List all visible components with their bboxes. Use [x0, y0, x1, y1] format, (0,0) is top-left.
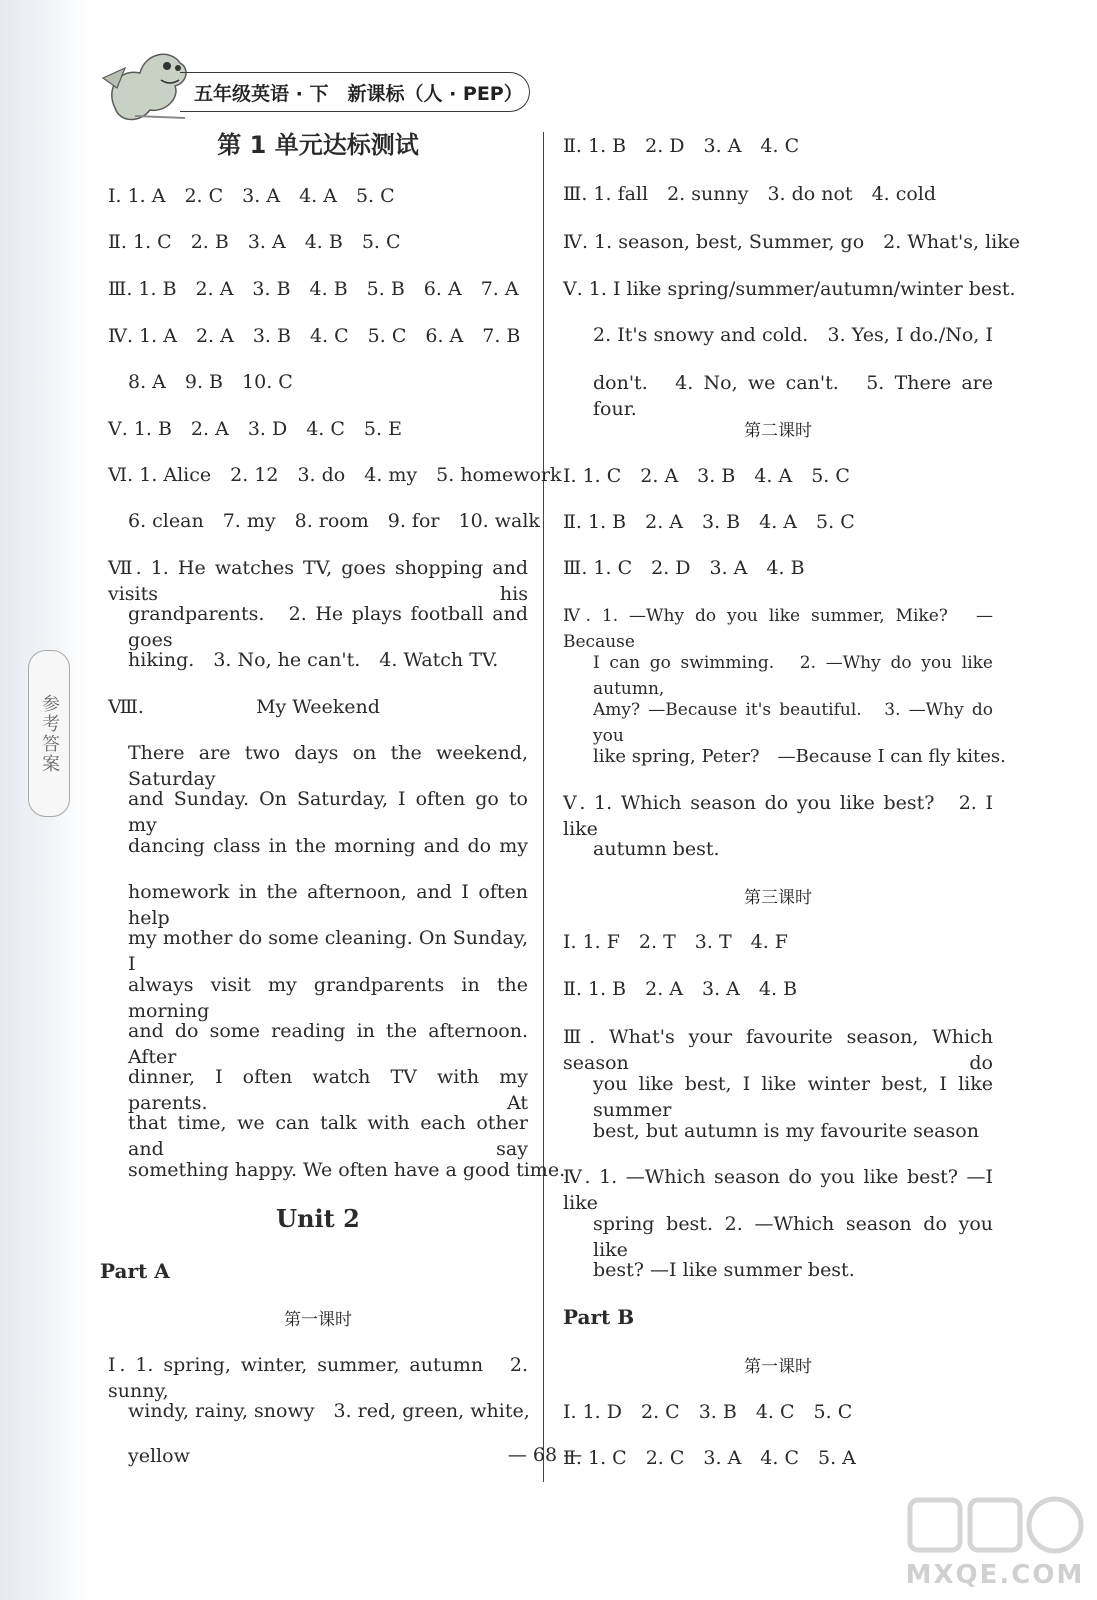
part-b-title: Part B — [563, 1305, 635, 1329]
header-title: 五年级英语 · 下 新课标（人 · PEP） — [194, 82, 523, 105]
answer-line: Ⅳ. 1. —Which season do you like best? —I like — [563, 1166, 993, 1214]
watermark — [900, 1490, 1090, 1590]
lesson-title: 第一课时 — [744, 1357, 812, 1377]
essay-line: my mother do some cleaning. On Sunday, I — [128, 927, 528, 975]
answer-line: spring best. 2. —Which season do you like — [593, 1213, 993, 1261]
answer-line: Amy? —Because it's beautiful. 3. —Why do you — [593, 700, 993, 746]
answer-line: Ⅱ. 1. C 2. C 3. A 4. C 5. A — [563, 1447, 856, 1469]
lesson-title: 第一课时 — [284, 1310, 352, 1330]
answer-line: Ⅱ. 1. B 2. D 3. A 4. C — [563, 135, 800, 157]
essay-line: something happy. We often have a good time. — [128, 1159, 566, 1181]
answer-line: Ⅶ. 1. He watches TV, goes shopping and visits his — [108, 557, 528, 605]
side-tab — [28, 650, 70, 817]
answer-line: Ⅴ. 1. B 2. A 3. D 4. C 5. E — [108, 418, 402, 440]
answer-line: best, but autumn is my favourite season — [593, 1120, 979, 1142]
answer-line: 2. It's snowy and cold. 3. Yes, I do./No, I — [593, 324, 993, 346]
answer-line: Ⅰ. 1. A 2. C 3. A 4. A 5. C — [108, 185, 395, 207]
watermark-text: MXQE.COM — [905, 1560, 1085, 1590]
essay-line: homework in the afternoon, and I often help — [128, 881, 528, 929]
answer-line: yellow — [128, 1445, 190, 1467]
answer-line: don't. 4. No, we can't. 5. There are four. — [593, 372, 993, 420]
answer-line: you like best, I like winter best, I like summer — [593, 1073, 993, 1121]
answer-line: Ⅳ. 1. A 2. A 3. B 4. C 5. C 6. A 7. B — [108, 325, 521, 347]
answer-line: 6. clean 7. my 8. room 9. for 10. walk — [128, 510, 540, 532]
column-divider — [543, 132, 544, 1482]
essay-line: that time, we can talk with each other and say — [128, 1112, 528, 1160]
answer-line: Ⅱ. 1. C 2. B 3. A 4. B 5. C — [108, 231, 401, 253]
answer-line: autumn best. — [593, 838, 720, 860]
answer-line: Ⅴ. 1. Which season do you like best? 2. I like — [563, 792, 993, 840]
essay-line: and do some reading in the afternoon. After — [128, 1020, 528, 1068]
page-number: — 68 — — [507, 1444, 583, 1466]
lesson-title: 第三课时 — [744, 888, 812, 908]
lesson-title: 第二课时 — [744, 421, 812, 441]
essay-title: My Weekend — [256, 696, 380, 718]
answer-line: like spring, Peter? —Because I can fly kites. — [593, 746, 1006, 767]
answer-line: Ⅲ. 1. fall 2. sunny 3. do not 4. cold — [563, 183, 937, 205]
part-a-title: Part A — [100, 1259, 170, 1283]
essay-line: dinner, I often watch TV with my parents. At — [128, 1066, 528, 1114]
answer-line: windy, rainy, snowy 3. red, green, white, — [128, 1400, 530, 1422]
answer-line: Ⅰ. 1. spring, winter, summer, autumn 2. sunny, — [108, 1354, 528, 1402]
side-tab-label: 参考答案 — [39, 693, 60, 774]
answer-line: hiking. 3. No, he can't. 4. Watch TV. — [128, 649, 499, 671]
answer-line: best? —I like summer best. — [593, 1259, 855, 1281]
answer-line: Ⅰ. 1. C 2. A 3. B 4. A 5. C — [563, 465, 850, 487]
answer-line: I can go swimming. 2. —Why do you like autumn, — [593, 653, 993, 699]
answer-line: Ⅳ. 1. season, best, Summer, go 2. What's, like — [563, 231, 1020, 253]
answer-line: grandparents. 2. He plays football and goes — [128, 603, 528, 651]
answer-line: 8. A 9. B 10. C — [128, 371, 293, 393]
answer-line: Ⅳ. 1. —Why do you like summer, Mike? —Because — [563, 606, 993, 652]
answer-line: Ⅱ. 1. B 2. A 3. A 4. B — [563, 978, 798, 1000]
header-banner — [180, 72, 530, 112]
answer-line: Ⅰ. 1. D 2. C 3. B 4. C 5. C — [563, 1401, 853, 1423]
essay-line: There are two days on the weekend, Saturday — [128, 742, 528, 790]
answer-line: Ⅲ. 1. B 2. A 3. B 4. B 5. B 6. A 7. A — [108, 278, 519, 300]
answer-line: Ⅱ. 1. B 2. A 3. B 4. A 5. C — [563, 511, 855, 533]
answer-line: Ⅲ. What's your favourite season, Which season do — [563, 1026, 993, 1074]
watermark-logo-icon — [900, 1490, 1090, 1560]
answer-line: Ⅵ. 1. Alice 2. 12 3. do 4. my 5. homework — [108, 464, 562, 486]
essay-line: always visit my grandparents in the morning — [128, 974, 528, 1022]
answer-line: Ⅲ. 1. C 2. D 3. A 4. B — [563, 557, 805, 579]
unit1-test-heading: 第 1 单元达标测试 — [217, 131, 419, 159]
answer-line: Ⅴ. 1. I like spring/summer/autumn/winter best. — [563, 278, 1016, 300]
unit2-title: Unit 2 — [276, 1204, 360, 1233]
section-marker: Ⅷ. — [108, 696, 144, 718]
essay-line: dancing class in the morning and do my — [128, 835, 528, 857]
essay-line: and Sunday. On Saturday, I often go to my — [128, 788, 528, 836]
answer-line: Ⅰ. 1. F 2. T 3. T 4. F — [563, 931, 788, 953]
